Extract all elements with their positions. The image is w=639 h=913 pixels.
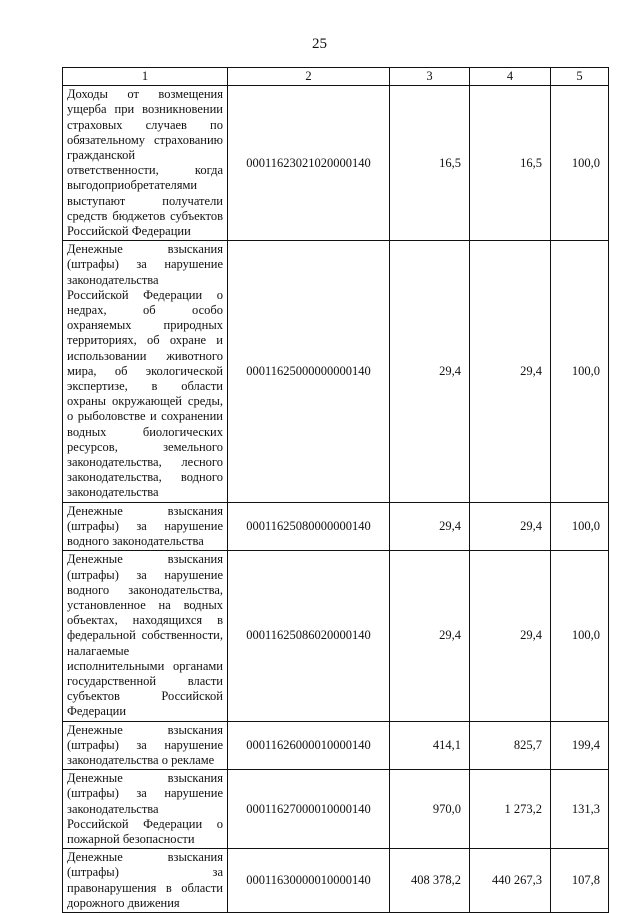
- row-description: Денежные взыскания (штрафы) за нарушение водного законодательства, установленное на водных объектах, находящихся в федеральной собственности, налагаемые исполнительными органами государственной власти субъектов Российской Федерации: [63, 551, 228, 721]
- row-plan: 29,4: [390, 502, 470, 551]
- row-description: Денежные взыскания (штрафы) за правонарушения в области дорожного движения: [63, 849, 228, 913]
- column-number: 1: [63, 68, 228, 86]
- row-description: Денежные взыскания (штрафы) за нарушение законодательства Российской Федерации о пожарной безопасности: [63, 770, 228, 849]
- column-number: 4: [470, 68, 551, 86]
- row-percent: 131,3: [551, 770, 609, 849]
- row-percent: 100,0: [551, 86, 609, 241]
- row-actual: 29,4: [470, 241, 551, 502]
- column-number: 2: [228, 68, 390, 86]
- row-description: Доходы от возмещения ущерба при возникновении страховых случаев по обязательному страхованию гражданской ответственности, когда выгодоприобретателями выступают получатели средств бюджетов субъектов Российской Федерации: [63, 86, 228, 241]
- row-code: 00011630000010000140: [228, 849, 390, 913]
- row-plan: 16,5: [390, 86, 470, 241]
- row-description: Денежные взыскания (штрафы) за нарушение законодательства Российской Федерации о недрах, об особо охраняемых природных территориях, об охране и использовании животного мира, об экологической экспертизе, в области охраны окружающей среды, о рыболовстве и сохранении водных биологических ресурсов, земельного законодательства, лесного законодательства, водного законодательства: [63, 241, 228, 502]
- column-number-row: [63, 68, 609, 86]
- row-actual: 29,4: [470, 502, 551, 551]
- row-actual: 29,4: [470, 551, 551, 721]
- table-row: [63, 849, 609, 913]
- row-code: 00011623021020000140: [228, 86, 390, 241]
- table-row: [63, 241, 609, 502]
- row-plan: 970,0: [390, 770, 470, 849]
- row-plan: 29,4: [390, 241, 470, 502]
- column-number: 5: [551, 68, 609, 86]
- table-row: [63, 86, 609, 241]
- row-plan: 29,4: [390, 551, 470, 721]
- row-actual: 1 273,2: [470, 770, 551, 849]
- revenue-table: [62, 67, 609, 913]
- row-percent: 100,0: [551, 551, 609, 721]
- row-code: 00011626000010000140: [228, 721, 390, 770]
- row-actual: 16,5: [470, 86, 551, 241]
- row-actual: 440 267,3: [470, 849, 551, 913]
- row-description: Денежные взыскания (штрафы) за нарушение водного законодательства: [63, 502, 228, 551]
- column-number: 3: [390, 68, 470, 86]
- row-code: 00011625080000000140: [228, 502, 390, 551]
- table-row: [63, 551, 609, 721]
- table-row: [63, 721, 609, 770]
- row-code: 00011625000000000140: [228, 241, 390, 502]
- row-plan: 414,1: [390, 721, 470, 770]
- row-description: Денежные взыскания (штрафы) за нарушение законодательства о рекламе: [63, 721, 228, 770]
- row-actual: 825,7: [470, 721, 551, 770]
- row-percent: 107,8: [551, 849, 609, 913]
- page-number: 25: [312, 36, 327, 52]
- row-code: 00011627000010000140: [228, 770, 390, 849]
- row-plan: 408 378,2: [390, 849, 470, 913]
- row-percent: 100,0: [551, 502, 609, 551]
- row-code: 00011625086020000140: [228, 551, 390, 721]
- table-row: [63, 502, 609, 551]
- row-percent: 199,4: [551, 721, 609, 770]
- table-row: [63, 770, 609, 849]
- row-percent: 100,0: [551, 241, 609, 502]
